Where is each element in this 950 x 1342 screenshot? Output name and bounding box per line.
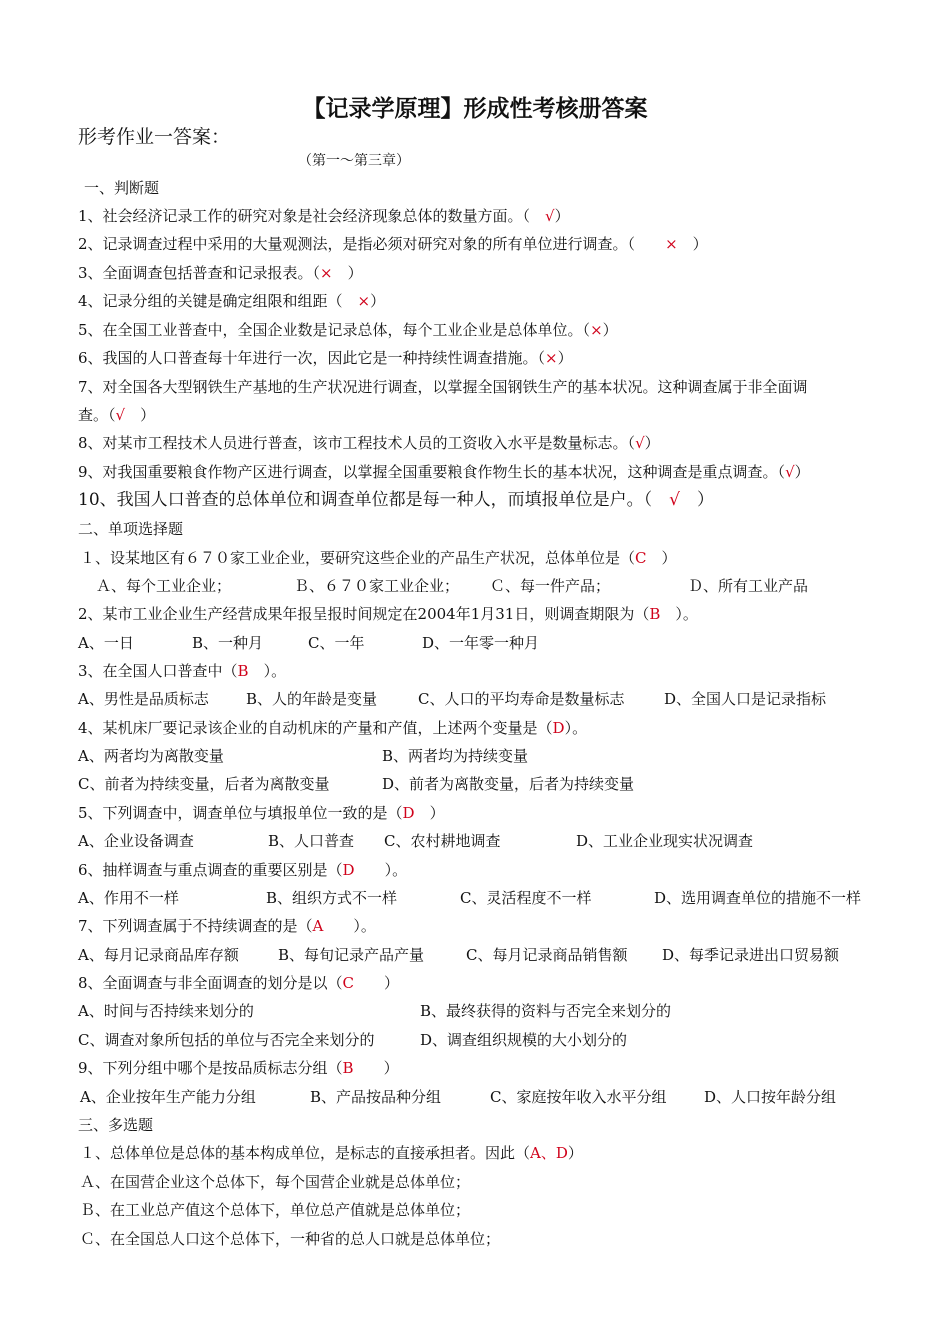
option-d: D、工业企业现实状况调查	[576, 832, 754, 850]
option-a: A、两者均为离散变量	[78, 747, 224, 765]
option-b: B、组织方式不一样	[266, 889, 398, 907]
judge-question-4: 4、记录分组的关键是确定组限和组距（ ×）	[78, 292, 386, 310]
single-question-1: １、设某地区有６７０家工业企业，要研究这些企业的产品生产状况，总体单位是（C ）	[80, 549, 677, 567]
judge-question-8: 8、对某市工程技术人员进行普查，该市工程技术人员的工资收入水平是数量标志。（√）	[78, 434, 660, 452]
option-b: Ｂ、６７０家工业企业；	[294, 577, 460, 595]
option-a: A、男性是品质标志	[78, 690, 209, 708]
answer-letter: D	[342, 861, 355, 879]
answer-mark: ×	[357, 292, 371, 310]
answer-mark: ×	[320, 264, 333, 282]
option-c: C、家庭按年收入水平分组	[490, 1088, 667, 1106]
judge-question-7: 7、对全国各大型钢铁生产基地的生产状况进行调查，以掌握全国钢铁生产的基本状况。这种调查属于非全面调	[78, 378, 808, 396]
single-question-8: 8、全面调查与非全面调查的划分是以（C ）	[78, 974, 400, 992]
judge-question-9: 9、对我国重要粮食作物产区进行调查，以掌握全国重要粮食作物生长的基本状况，这种调查是重点调查。（√）	[78, 463, 810, 481]
option-c: C、人口的平均寿命是数量标志	[418, 690, 625, 708]
option-b: B、产品按品种分组	[310, 1088, 442, 1106]
answer-mark: ×	[665, 235, 678, 253]
judge-question-3: 3、全面调查包括普查和记录报表。（× ）	[78, 264, 363, 282]
multi-question-1: １、总体单位是总体的基本构成单位，是标志的直接承担者。因此（A、D）	[80, 1144, 583, 1162]
answer-letter: B	[342, 1059, 354, 1077]
judge-question-2: 2、记录调查过程中采用的大量观测法，是指必须对研究对象的所有单位进行调查。（ × ）	[78, 235, 708, 253]
answer-mark: ×	[590, 321, 603, 339]
option-c: C、前者为持续变量，后者为离散变量	[78, 775, 330, 793]
option-d: D、前者为离散变量，后者为持续变量	[382, 775, 635, 793]
judge-question-5: 5、在全国工业普查中，全国企业数是记录总体，每个工业企业是总体单位。（×）	[78, 321, 618, 339]
single-question-9: 9、下列分组中哪个是按品质标志分组（B ）	[78, 1059, 399, 1077]
answer-letter: C	[635, 549, 647, 567]
section-heading-multi: 三、多选题	[78, 1116, 154, 1134]
multi-option-b: Ｂ、在工业总产值这个总体下，单位总产值就是总体单位；	[80, 1201, 471, 1219]
option-b: B、人口普查	[268, 832, 355, 850]
answer-letter: D	[402, 804, 415, 822]
option-a: A、企业设备调查	[78, 832, 194, 850]
answer-letter: B	[649, 605, 661, 623]
single-question-2: 2、某市工业企业生产经营成果年报呈报时间规定在2004年1月31日，则调查期限为（B ）。	[78, 605, 698, 623]
option-b: B、人的年龄是变量	[246, 690, 378, 708]
option-c: C、一年	[308, 634, 365, 652]
option-c: C、农村耕地调查	[384, 832, 501, 850]
judge-question-7-cont: 查。（√ ）	[78, 406, 156, 424]
judge-question-6: 6、我国的人口普查每十年进行一次，因此它是一种持续性调查措施。（×）	[78, 349, 573, 367]
multi-option-a: Ａ、在国营企业这个总体下，每个国营企业就是总体单位；	[80, 1173, 471, 1191]
answer-mark: √	[545, 207, 555, 225]
answer-letter: D	[552, 719, 565, 737]
option-d: D、选用调查单位的措施不一样	[654, 889, 862, 907]
answer-letter: C	[342, 974, 355, 992]
answer-mark: ×	[545, 349, 558, 367]
answer-letter: A、D	[530, 1144, 568, 1162]
option-a: A、企业按年生产能力分组	[80, 1088, 256, 1106]
option-a: A、每月记录商品库存额	[78, 946, 239, 964]
option-d: Ｄ、所有工业产品	[688, 577, 809, 595]
option-c: C、灵活程度不一样	[460, 889, 592, 907]
judge-question-10: 10、我国人口普查的总体单位和调查单位都是每一种人，而填报单位是户。（ √ ）	[78, 490, 714, 510]
option-c: C、调查对象所包括的单位与否完全来划分的	[78, 1031, 375, 1049]
single-question-4: 4、某机床厂要记录该企业的自动机床的产量和产值，上述两个变量是（D）。	[78, 719, 588, 737]
option-c: C、每月记录商品销售额	[466, 946, 628, 964]
option-d: D、一年零一种月	[422, 634, 540, 652]
single-question-6: 6、抽样调查与重点调查的重要区别是（D ）。	[78, 861, 408, 879]
option-d: D、全国人口是记录指标	[664, 690, 827, 708]
section-heading-single: 二、单项选择题	[78, 520, 184, 538]
answer-mark: √	[669, 490, 680, 510]
page-subtitle: 形考作业一答案：	[78, 126, 231, 148]
option-a: A、时间与否持续来划分的	[78, 1002, 254, 1020]
answer-mark: √	[115, 406, 126, 424]
option-d: D、每季记录进出口贸易额	[662, 946, 840, 964]
option-d: D、调查组织规模的大小划分的	[420, 1031, 628, 1049]
section-heading-judge: 一、判断题	[84, 179, 160, 197]
option-d: D、人口按年龄分组	[704, 1088, 837, 1106]
option-b: B、最终获得的资料与否完全来划分的	[420, 1002, 672, 1020]
option-a: A、作用不一样	[78, 889, 179, 907]
option-c: Ｃ、每一件产品；	[490, 577, 611, 595]
answer-mark: √	[785, 463, 795, 481]
single-question-3: 3、在全国人口普查中（B ）。	[78, 662, 287, 680]
chapter-range: （第一～第三章）	[298, 153, 410, 169]
option-b: B、两者均为持续变量	[382, 747, 529, 765]
answer-letter: A	[312, 917, 324, 935]
answer-letter: B	[237, 662, 249, 680]
page-title: 【记录学原理】形成性考核册答案	[302, 96, 648, 122]
multi-option-c: Ｃ、在全国总人口这个总体下，一种省的总人口就是总体单位；	[80, 1230, 501, 1248]
option-b: B、一种月	[192, 634, 264, 652]
option-a: A、一日	[78, 634, 134, 652]
option-a: Ａ、每个工业企业；	[96, 577, 232, 595]
judge-question-1: 1、社会经济记录工作的研究对象是社会经济现象总体的数量方面。（ √）	[78, 207, 570, 225]
single-question-7: 7、下列调查属于不持续调查的是（A ）。	[78, 917, 376, 935]
option-b: B、每旬记录产品产量	[278, 946, 425, 964]
single-question-5: 5、下列调查中，调查单位与填报单位一致的是（D ）	[78, 804, 445, 822]
answer-mark: √	[635, 434, 645, 452]
